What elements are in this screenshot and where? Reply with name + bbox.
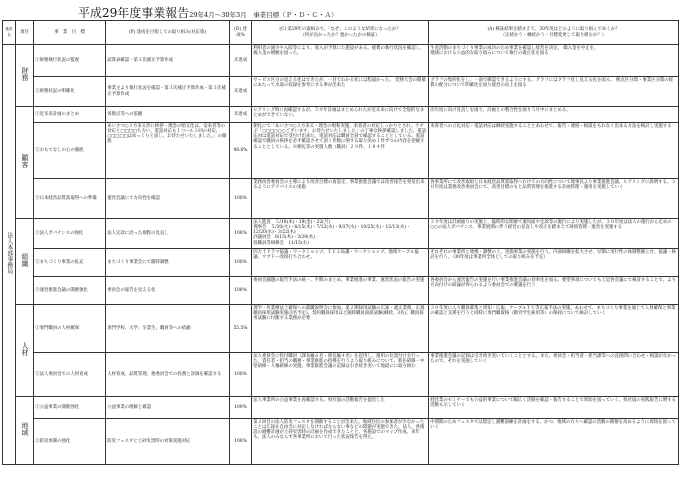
table-row <box>3 107 679 123</box>
plan-cell: 各拠点等への依頼 <box>106 107 230 123</box>
header-goal: 事 業 目 標 <box>34 21 106 45</box>
group-jinzai-label: 人材 <box>21 342 29 356</box>
goal-cell: ①財務執行状況の監視 <box>34 45 106 77</box>
check-cell: ヒアリング時に再確認するが、５カ年計画はまとめられたが近未来に向けて全般的なまとめができていない。 <box>252 107 429 123</box>
percent-cell: 未達成 <box>230 45 252 77</box>
percent-cell: 未達成 <box>230 107 252 123</box>
percent-cell: 100% <box>230 419 252 465</box>
action-cell: グラフの集約化をし、一面で確認できるようにする。グラフにはグラフ化し見える化を図る。 拠点区分間・事業区分間の経費の配分について明確化を図り経営の向上を図る <box>429 77 679 107</box>
plan-cell: 事業主より執行状況を確認・第３次補正予算作成・第３次補正予算作成 <box>106 77 230 107</box>
plan-cell: 防災フェスタと土砂災害時の対策実施対応 <box>106 419 230 465</box>
group-jinzai <box>16 305 34 397</box>
plan-cell: 専門学校、大学、卒業生、職員等への依頼 <box>106 305 230 353</box>
percent-cell: 55.5% <box>230 305 252 353</box>
check-cell: 法人事業所の公益事業を再確認する。県社協の活動報告を提出した <box>252 397 429 419</box>
goal-cell: ②財務状況の明確化 <box>34 77 106 107</box>
plan-cell: 公益事業の理解と確認 <box>106 397 230 419</box>
plan-cell: まちづくり事業会にて随時調整 <box>106 249 230 277</box>
check-cell: 理学・作業療法士確保への就職説明会に参加。第２期採用試験の広報・適正業務、正規職員採用試験実施(3名予定)。契約職員採用ほど随時職員面接試験(継続、3名)。職員採用試験に付随する業務が必要 <box>252 305 429 353</box>
goal-cell: ①専門職員の人材確保 <box>34 305 106 353</box>
action-cell: 各委員会から運営報告の実施を行い事業推進会議の効率化を図る。要望事項についても上記各会議にて検討することで、より方向付けの結論が得られるよう委員会での審議を行う <box>429 277 679 305</box>
check-cell: 利用者の減少や入院等により、収入が予算にた施設がある。経費の執行状況を確認し、繰入金の増額を図った。 <box>252 45 429 77</box>
goal-cell: ③日本経営品質賞取得への準備 <box>34 179 106 219</box>
header-plan: (P) 達成を目指しての取り組み(対応策) <box>106 21 230 45</box>
percent-cell: 100% <box>230 277 252 305</box>
action-cell: 次年度に向け見直しを図り、計画との整合性を図り５月中にまとめる。 <box>429 107 679 123</box>
table-row <box>3 305 679 353</box>
table-row <box>3 397 679 419</box>
header-facility: 施設名 <box>3 21 16 45</box>
facility-label: 法人本部事務局 <box>5 232 13 275</box>
title-subtitle: 29年4月～30年3月 事業目標（Ｐ・Ｄ・Ｃ・Ａ） <box>189 11 338 19</box>
report-table <box>2 20 679 465</box>
check-cell: 四万十ドラマ協議・ワークショップ、ＴＶ２局講・ワークショップ、地域ケーブル協議、ウブドー改組打ち合わせ。 <box>252 249 429 277</box>
goal-cell: ②おもてなしの心の徹底 <box>34 123 106 179</box>
check-cell: 法人委員会に役付職員（課長級６名・係長級４名）を起用し、運用の位置付けを行った。責任者・担当の職務・事業推進の指導を行うよう取り組みについて。新任研修・中堅研修・人権研修の実施、事業推進会議の記録は引き続き実いて地道にに取り組む <box>252 353 429 397</box>
header-item: 項目 <box>16 21 34 45</box>
plan-cell: 人材育成、品質管理、他委員会での役割と評価を確認する <box>106 353 230 397</box>
header-percent: (D) 達成% <box>230 21 252 45</box>
action-cell: 生産活動のまちづくり事業の成功のため事業を確認し経営を決定、 繰入金を中止を。 地域における公益的な取り組みについて執行の適正化を図る <box>429 45 679 77</box>
check-cell: 法人監査 ５/18(木)・19(金)・22(月) 理事会 ５/30(火)・6/15(木)・7/12(水)・9/27(水)・10/25(水)・12/13(水)・12/20(水)・3/22(木) 評議員会 6/15(木)・3/29(木) 役職員等研修会 11/15(水) <box>252 219 429 249</box>
group-kokyaku-label: 顧客 <box>21 154 29 168</box>
action-cell: ２９年度は計画通りの実施と、臨時的な開催で運用面や定款等の施行により実施したが、３０年度は法人の施行から定めの○○の法人ガバナンス、事業展開に伴う経営の見直しや改正を踏まえて財政管理・運営を実施する <box>429 219 679 249</box>
goal-cell: ①公益事業の開催強化 <box>34 397 106 419</box>
header-row <box>3 21 679 45</box>
percent-cell: 100% <box>230 397 252 419</box>
plan-cell: 委員会の報告を見える化 <box>106 277 230 305</box>
plan-cell: 法人定款に沿った規程の見直し <box>106 219 230 249</box>
table-row <box>3 77 679 107</box>
percent-cell: 100% <box>230 353 252 397</box>
group-soshiki-label: 組織 <box>21 253 29 267</box>
check-cell: 業務改善委員会の主導により改善目標の再設定、事業推進会議では改善報告を発信出来るようにアドバイスの実施 <box>252 179 429 219</box>
table-row <box>3 277 679 305</box>
table-row <box>3 419 679 465</box>
table-row <box>3 249 679 277</box>
action-cell: 中間期のためフェスタでは想定し避難訓練を計画をする、かつ、地域の方々へ確認の活動の開催を高めるように周知を図っていく <box>429 419 679 465</box>
header-check: (C) 第29年の取組みで、「なぜ」このような結果になったか？ （何が良かったか？悪かったかの検証） <box>252 21 429 45</box>
action-cell: ３０年度に入り職員募集と周知・広報、ケーブルＴＶ等広報手法の実施。あわせて、まちづくり事業を通じて人材確保と事業の確認と支援を行うと同時に専門職資格（動労学生雇用等）の保持について検討していく <box>429 305 679 353</box>
page-title <box>78 4 338 21</box>
action-cell: それぞれの事業所と連携・調整の上、実施事業の実施を行う。内部組織を拡大させ、早期に実行性の体制整備と社、協議・検討を行う。（30年度は事業所全体としての取り組みを予定） <box>429 249 679 277</box>
header-action: (A) 検証結果を踏まえて、30年度はどのように取り組んでゆくか？ （定続かう・継続かう・目標変更して取り組むか？） <box>429 21 679 45</box>
plan-cell: 運営会議にて方向性を確認 <box>106 179 230 219</box>
group-chiiki <box>16 397 34 465</box>
table-row <box>3 179 679 219</box>
check-cell: 第２回目の法人防災フェスタを開催することが出来た。地域住民の参加者が少なかったことは広報を自由会に対応しなければならない事などの問題が実施できた。法人、各施設の避難計画が土砂災害時の計画を作成できたことと、各施設でのマップ作成、来年も、法人のみならず各事業所において行った状況報告を得た。 <box>252 419 429 465</box>
percent-cell: 100% <box>230 219 252 249</box>
check-cell: 朝礼にて「あいさつ○３方来る・理念の唱和実施、来客者の対応しっかりとされ、ケチぶ「○□□○○○ございます」お待たせいたしました」の丁寧な挨拶確認しました。電話応対は電話対応で受付け出来た。電話対応は職員全員で確認することとしている。電話確認で職員の挨拶を必ず確認させて頂く件数に関する取り決め１件ずつの内容を把握することとしている。※朝礼等の実施人数（職員）２９件、１８４件 <box>252 123 429 179</box>
check-cell: サービス区分の見える化はできたが、一目でわかる化には程遠かった。 党務大会の開催にあたって水道の収録を参考にする事が出来た <box>252 77 429 107</box>
action-cell: 経営業のセミナーでも公益的事業について幅広く活動を確認・報告することで周知を図っていく。県社協の実践報告に関する活動も示していく <box>429 397 679 419</box>
group-kokyaku <box>16 107 34 219</box>
group-soshiki <box>16 219 34 305</box>
action-cell: 各事業所にて改善取組と日本経営品質賞取得へむけての方向性について理事長より事業推進会議、ヒアリングに説明する。３０年度は業務改善委員会にて、改善目標のもと品質管理を推進する計画管理・運用を実施していく <box>429 179 679 219</box>
percent-cell: 98.6% <box>230 123 252 179</box>
group-zaimu <box>16 45 34 107</box>
percent-cell: 未達成 <box>230 77 252 107</box>
group-chiiki-label: 地域 <box>21 422 29 436</box>
goal-cell: ③運営推進会議の開催強化 <box>34 277 106 305</box>
facility-cell <box>3 45 16 465</box>
goal-cell: ①法人ガバナンスの強化 <box>34 219 106 249</box>
percent-cell: 100% <box>230 249 252 277</box>
action-cell: 来客者への立礼対応・電話対応は継続実施することとあわせて、報告・連絡・相談をもれなく出来る方法を検討し実施する <box>429 123 679 179</box>
goal-cell: ①近未来計画のまとめ <box>34 107 106 123</box>
table-row <box>3 353 679 397</box>
table-row <box>3 219 679 249</box>
plan-cell: あいさつ○３方来る形に挨拶・理念の唱又化は、安来者等の対応と□□□□ち力い、電話対応も１コール３回の対応、○□□□□はゆっくりと話し、お待たせいたしました。」の徹底 <box>106 123 230 179</box>
table-row <box>3 45 679 77</box>
goal-cell: ②防災体制の強化 <box>34 419 106 465</box>
group-zaimu-label: 財務 <box>21 67 29 81</box>
action-cell: 事業推進会議の記録は引き続き実いていくこととする。また、委員会・担当者・担当課等への直接問い合わせ・相談がなかったので、それを実施していく <box>429 353 679 397</box>
plan-cell: 試算表確認・第３次補正予算作成 <box>106 45 230 77</box>
check-cell: 委員会議題の報告手法の統一、半期のまとめ、事業推進の事業、運営状況の報告の実施 <box>252 277 429 305</box>
percent-cell: 100% <box>230 179 252 219</box>
title-main: 平成29年度事業報告 <box>78 6 190 20</box>
goal-cell: ②法人委員会での人材育成 <box>34 353 106 397</box>
goal-cell: ②まちづくり事業の拡充 <box>34 249 106 277</box>
table-row <box>3 123 679 179</box>
